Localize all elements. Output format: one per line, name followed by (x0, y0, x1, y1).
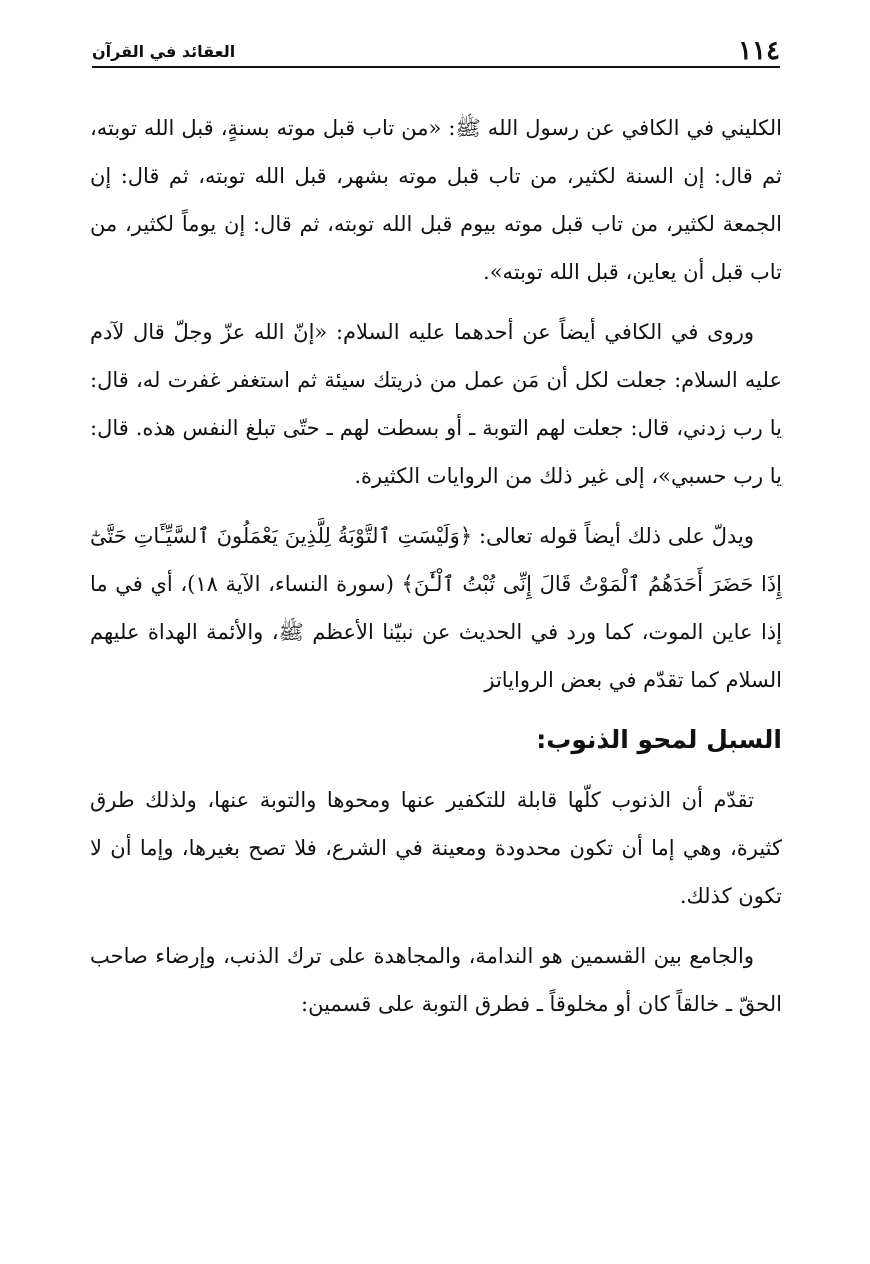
paragraph-hadith-kulayni: الكليني في الكافي عن رسول الله ﷺ: «من تاب قبل موته بسنةٍ، قبل الله توبته، ثم قال: إن السنة لكثير، من تاب قبل موته بشهر، قبل الله توبته، ثم قال: إن الجمعة لكثير، من تاب قبل موته بيوم قبل الله توبته، ثم قال: إن يوماً لكثير، من تاب قبل أن يعاين، قبل الله توبته». (90, 116, 782, 284)
page-number: ١١٤ (738, 36, 780, 66)
page-body (90, 104, 782, 1040)
paragraph-common-element: والجامع بين القسمين هو الندامة، والمجاهدة على ترك الذنب، وإرضاء صاحب الحقّ ـ خالقاً كان أو مخلوقاً ـ فطرق التوبة على قسمين: (90, 944, 782, 1016)
section-heading: السبل لمحو الذنوب: (536, 725, 782, 754)
paragraph-hadith-adam: وروى في الكافي أيضاً عن أحدهما عليه السلام: «إنّ الله عزّ وجلّ قال لآدم عليه السلام: جعلت لكل أن مَن عمل من ذريتك سيئة ثم استغفر غفرت له، قال: يا رب زدني، قال: جعلت لهم التوبة ـ أو بسطت لهم ـ حتّى تبلغ النفس هذه. قال: يا رب حسبي»، إلى غير ذلك من الروايات الكثيرة. (90, 320, 782, 488)
paragraph-quran-verse: ويدلّ على ذلك أيضاً قوله تعالى: ﴿وَلَيْسَتِ ٱلتَّوْبَةُ لِلَّذِينَ يَعْمَلُونَ ٱلسَّيِّـَٔاتِ حَتَّىٰٓ إِذَا حَضَرَ أَحَدَهُمُ ٱلْمَوْتُ قَالَ إِنِّى تُبْتُ ٱلْـَٰٔنَ﴾ (سورة النساء، الآية ١٨)، أي في ما إذا عاين الموت، كما ورد في الحديث عن نبيّنا الأعظم ﷺ، والأئمة الهداة عليهم السلام كما تقدّم في بعض الرواياتز (90, 524, 782, 692)
page-header (92, 36, 780, 68)
running-title: العقائد في القرآن (92, 41, 236, 61)
paragraph-ways-of-repentance: تقدّم أن الذنوب كلّها قابلة للتكفير عنها ومحوها والتوبة عنها، ولذلك طرق كثيرة، وهي إما أن تكون محدودة ومعينة في الشرع، فلا تصح بغيرها، وإما أن لا تكون كذلك. (90, 788, 782, 908)
